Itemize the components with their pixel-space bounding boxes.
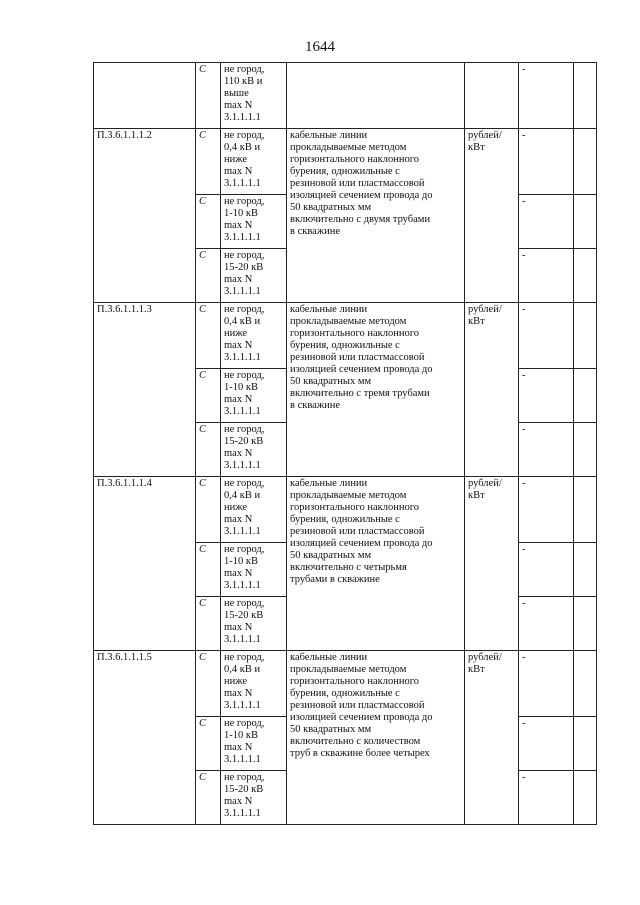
category-cell — [196, 303, 221, 369]
value-cell — [519, 249, 574, 303]
row-description — [287, 303, 465, 477]
condition-line: 1-10 кВ — [224, 556, 258, 567]
category-cell-text: С — [199, 652, 207, 663]
end-cell — [574, 195, 597, 249]
condition-cell — [221, 423, 287, 477]
condition-line: не город, — [224, 304, 265, 315]
description-line: включительно с тремя трубами — [290, 388, 430, 399]
code-cell — [94, 63, 196, 129]
value-cell — [519, 597, 574, 651]
tariff-table — [93, 62, 597, 825]
condition-line: max N — [224, 448, 253, 459]
condition-line: max N — [224, 568, 253, 579]
condition-line: 3.1.1.1.1 — [224, 352, 261, 363]
condition-line: не город, — [224, 772, 265, 783]
condition-cell — [221, 717, 287, 771]
condition-line: 3.1.1.1.1 — [224, 754, 261, 765]
row-description — [287, 129, 465, 303]
value-cell-text: - — [522, 652, 526, 663]
category-cell-text: С — [199, 544, 207, 555]
condition-line: 3.1.1.1.1 — [224, 112, 261, 123]
condition-line: 15-20 кВ — [224, 262, 264, 273]
description-line: трубами в скважине — [290, 574, 380, 585]
page-number: 1644 — [305, 39, 335, 55]
end-cell — [574, 717, 597, 771]
row-description — [287, 477, 465, 651]
description-line: бурения, одножильные с — [290, 688, 400, 699]
description-cell — [287, 63, 465, 129]
condition-line: max N — [224, 796, 253, 807]
value-cell-text: - — [522, 370, 526, 381]
description-line: включительно с двумя трубами — [290, 214, 431, 225]
condition-line: 1-10 кВ — [224, 382, 258, 393]
description-line: горизонтального наклонного — [290, 328, 420, 339]
unit-line: рублей/ — [468, 652, 502, 663]
value-cell-text: - — [522, 772, 526, 783]
condition-line: не город, — [224, 718, 265, 729]
condition-line: ниже — [224, 154, 248, 165]
value-cell — [519, 651, 574, 717]
value-cell — [519, 543, 574, 597]
end-cell — [574, 543, 597, 597]
end-cell — [574, 651, 597, 717]
category-cell-text: С — [199, 718, 207, 729]
row-code — [94, 651, 196, 825]
category-cell-text: С — [199, 196, 207, 207]
condition-line: max N — [224, 514, 253, 525]
condition-cell — [221, 369, 287, 423]
description-line: кабельные линии — [290, 304, 368, 315]
category-cell-text: С — [199, 64, 207, 75]
description-line: горизонтального наклонного — [290, 676, 420, 687]
condition-line: ниже — [224, 502, 248, 513]
description-line: резиновой или пластмассовой — [290, 352, 425, 363]
condition-line: не город, — [224, 250, 265, 261]
condition-line: не город, — [224, 130, 265, 141]
category-cell — [196, 63, 221, 129]
end-cell — [574, 423, 597, 477]
category-cell — [196, 369, 221, 423]
condition-line: ниже — [224, 328, 248, 339]
value-cell-text: - — [522, 544, 526, 555]
condition-line: 3.1.1.1.1 — [224, 178, 261, 189]
unit-cell — [465, 63, 519, 129]
description-line: резиновой или пластмассовой — [290, 700, 425, 711]
row-code-text: П.3.6.1.1.1.3 — [97, 304, 152, 315]
description-line: кабельные линии — [290, 478, 368, 489]
category-cell — [196, 597, 221, 651]
condition-line: не город, — [224, 196, 265, 207]
condition-line: 3.1.1.1.1 — [224, 700, 261, 711]
row-code-text: П.3.6.1.1.1.4 — [97, 478, 152, 489]
value-cell — [519, 771, 574, 825]
condition-cell — [221, 771, 287, 825]
description-line: бурения, одножильные с — [290, 340, 400, 351]
description-line: изоляцией сечением провода до — [290, 190, 433, 201]
value-cell — [519, 717, 574, 771]
row-unit — [465, 651, 519, 825]
end-cell — [574, 63, 597, 129]
category-cell-text: С — [199, 598, 207, 609]
condition-cell — [221, 195, 287, 249]
condition-line: 0,4 кВ и — [224, 142, 261, 153]
condition-cell — [221, 303, 287, 369]
value-cell-text: - — [522, 478, 526, 489]
unit-line: рублей/ — [468, 304, 502, 315]
value-cell-text: - — [522, 598, 526, 609]
category-cell-text: С — [199, 424, 207, 435]
condition-line: 0,4 кВ и — [224, 316, 261, 327]
end-cell — [574, 129, 597, 195]
condition-line: max N — [224, 340, 253, 351]
description-line: горизонтального наклонного — [290, 154, 420, 165]
description-line: включительно с количеством — [290, 736, 421, 747]
unit-line: кВт — [468, 664, 485, 675]
condition-cell — [221, 63, 287, 129]
value-cell-text: - — [522, 64, 526, 75]
category-cell-text: С — [199, 304, 207, 315]
category-cell — [196, 717, 221, 771]
unit-line: кВт — [468, 142, 485, 153]
description-line: 50 квадратных мм — [290, 724, 372, 735]
condition-line: 1-10 кВ — [224, 208, 258, 219]
condition-line: 3.1.1.1.1 — [224, 580, 261, 591]
end-cell — [574, 249, 597, 303]
category-cell — [196, 195, 221, 249]
condition-cell — [221, 129, 287, 195]
condition-cell — [221, 597, 287, 651]
condition-line: max N — [224, 220, 253, 231]
category-cell — [196, 249, 221, 303]
description-line: бурения, одножильные с — [290, 166, 400, 177]
condition-line: 3.1.1.1.1 — [224, 634, 261, 645]
table-row — [94, 651, 597, 717]
value-cell — [519, 303, 574, 369]
end-cell — [574, 369, 597, 423]
description-line: кабельные линии — [290, 652, 368, 663]
description-line: в скважине — [290, 226, 340, 237]
category-cell-text: С — [199, 478, 207, 489]
value-cell-text: - — [522, 424, 526, 435]
description-line: резиновой или пластмассовой — [290, 178, 425, 189]
category-cell — [196, 771, 221, 825]
description-line: прокладываемые методом — [290, 490, 407, 501]
category-cell-text: С — [199, 250, 207, 261]
value-cell — [519, 423, 574, 477]
value-cell-text: - — [522, 196, 526, 207]
description-line: 50 квадратных мм — [290, 202, 372, 213]
table-row — [94, 63, 597, 129]
category-cell-text: С — [199, 130, 207, 141]
condition-line: не город, — [224, 652, 265, 663]
description-line: 50 квадратных мм — [290, 376, 372, 387]
condition-line: 110 кВ и — [224, 76, 263, 87]
row-code — [94, 477, 196, 651]
unit-line: рублей/ — [468, 130, 502, 141]
row-code-text: П.3.6.1.1.1.5 — [97, 652, 152, 663]
value-cell — [519, 369, 574, 423]
condition-cell — [221, 249, 287, 303]
description-line: включительно с четырьмя — [290, 562, 407, 573]
description-line: резиновой или пластмассовой — [290, 526, 425, 537]
category-cell — [196, 129, 221, 195]
condition-line: 1-10 кВ — [224, 730, 258, 741]
condition-line: 15-20 кВ — [224, 436, 264, 447]
table-row — [94, 303, 597, 369]
value-cell-text: - — [522, 130, 526, 141]
condition-line: не город, — [224, 64, 265, 75]
row-code-text: П.3.6.1.1.1.2 — [97, 130, 152, 141]
condition-line: 3.1.1.1.1 — [224, 286, 261, 297]
table-row — [94, 129, 597, 195]
value-cell-text: - — [522, 718, 526, 729]
description-line: бурения, одножильные с — [290, 514, 400, 525]
description-line: изоляцией сечением провода до — [290, 538, 433, 549]
condition-line: max N — [224, 394, 253, 405]
category-cell — [196, 477, 221, 543]
end-cell — [574, 771, 597, 825]
description-line: горизонтального наклонного — [290, 502, 420, 513]
condition-line: max N — [224, 274, 253, 285]
category-cell — [196, 543, 221, 597]
row-code — [94, 129, 196, 303]
description-line: труб в скважине более четырех — [290, 748, 430, 759]
condition-line: max N — [224, 166, 253, 177]
table-row — [94, 477, 597, 543]
condition-cell — [221, 543, 287, 597]
description-line: прокладываемые методом — [290, 664, 407, 675]
value-cell — [519, 63, 574, 129]
category-cell-text: С — [199, 772, 207, 783]
condition-line: 3.1.1.1.1 — [224, 460, 261, 471]
unit-line: кВт — [468, 316, 485, 327]
condition-cell — [221, 477, 287, 543]
unit-line: рублей/ — [468, 478, 502, 489]
description-line: прокладываемые методом — [290, 142, 407, 153]
condition-line: не город, — [224, 424, 265, 435]
condition-cell — [221, 651, 287, 717]
row-unit — [465, 303, 519, 477]
description-line: изоляцией сечением провода до — [290, 364, 433, 375]
condition-line: 3.1.1.1.1 — [224, 232, 261, 243]
row-unit — [465, 477, 519, 651]
condition-line: 0,4 кВ и — [224, 664, 261, 675]
value-cell — [519, 195, 574, 249]
condition-line: не город, — [224, 370, 265, 381]
value-cell — [519, 129, 574, 195]
condition-line: 3.1.1.1.1 — [224, 406, 261, 417]
condition-line: ниже — [224, 676, 248, 687]
condition-line: выше — [224, 88, 249, 99]
condition-line: 15-20 кВ — [224, 610, 264, 621]
condition-line: не город, — [224, 544, 265, 555]
condition-line: max N — [224, 688, 253, 699]
row-unit — [465, 129, 519, 303]
value-cell-text: - — [522, 250, 526, 261]
value-cell-text: - — [522, 304, 526, 315]
condition-line: max N — [224, 622, 253, 633]
end-cell — [574, 597, 597, 651]
description-line: 50 квадратных мм — [290, 550, 372, 561]
description-line: изоляцией сечением провода до — [290, 712, 433, 723]
category-cell — [196, 423, 221, 477]
row-code — [94, 303, 196, 477]
description-line: прокладываемые методом — [290, 316, 407, 327]
condition-line: max N — [224, 742, 253, 753]
condition-line: не город, — [224, 478, 265, 489]
condition-line: max N — [224, 100, 253, 111]
condition-line: не город, — [224, 598, 265, 609]
category-cell — [196, 651, 221, 717]
unit-line: кВт — [468, 490, 485, 501]
end-cell — [574, 477, 597, 543]
end-cell — [574, 303, 597, 369]
description-line: кабельные линии — [290, 130, 368, 141]
condition-line: 3.1.1.1.1 — [224, 526, 261, 537]
condition-line: 3.1.1.1.1 — [224, 808, 261, 819]
description-line: в скважине — [290, 400, 340, 411]
row-description — [287, 651, 465, 825]
value-cell — [519, 477, 574, 543]
condition-line: 0,4 кВ и — [224, 490, 261, 501]
category-cell-text: С — [199, 370, 207, 381]
condition-line: 15-20 кВ — [224, 784, 264, 795]
